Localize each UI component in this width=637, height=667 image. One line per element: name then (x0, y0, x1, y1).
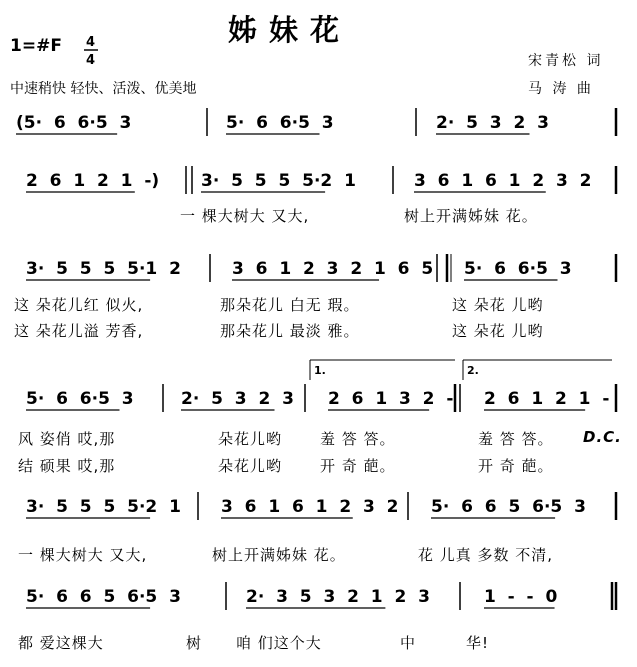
lyrics-row-6c: 咱 们这个大 (236, 634, 322, 652)
lyrics-row-6a: 都 爱这棵大 (18, 634, 104, 652)
tempo-marking: 中速稍快 轻快、活泼、优美地 (10, 81, 197, 97)
volta-1-label: 1. (314, 364, 326, 377)
composer: 马 涛 曲 (528, 81, 594, 97)
lyrics-row-4-v1b: 朵花儿哟 (218, 430, 283, 448)
lyrics-row-6b: 树 (186, 634, 203, 652)
lyrics-row-3-v2c: 这 朵花 儿哟 (452, 322, 544, 340)
lyrics-row-3-v1c: 这 朵花 儿哟 (452, 296, 544, 314)
measure-notes: 2 6 1 2 1 -) (26, 171, 160, 191)
dc-marking: D.C. (583, 428, 622, 446)
lyrics-row-5b: 树上开满姊妹 花。 (212, 546, 346, 564)
measure-notes: 3 6 1 6 1 2 3 2 (221, 497, 399, 517)
measure-notes: 5· 6 6·5 3 (26, 389, 134, 409)
measure-notes: 5· 6 6·5 3 (226, 113, 334, 133)
measure-notes: 3· 5 5 5 5·2 1 (26, 497, 181, 517)
lyrics-row-4-v1c: 羞 答 答。 (320, 430, 396, 448)
lyrics-row-4-v2c: 开 奇 葩。 (320, 457, 396, 475)
measure-notes: (5· 6 6·5 3 (16, 113, 132, 133)
measure-notes: 3· 5 5 5 5·1 2 (26, 259, 181, 279)
key-text: 1=#F (10, 36, 62, 56)
lyrics-row-4-v1d: 羞 答 答。 (478, 430, 554, 448)
lyrics-row-4-v1a: 风 姿俏 哎,那 (18, 430, 116, 448)
lyrics-row-4-v2b: 朵花儿哟 (218, 457, 283, 475)
lyrics-row-3-v1b: 那朵花儿 白无 瑕。 (220, 296, 360, 314)
song-title: 姊妹花 (228, 13, 352, 47)
lyrics-row-6d: 中 (400, 634, 417, 652)
measure-notes: 5· 6 6 5 6·5 3 (26, 587, 181, 607)
lyrics-row-3-v2b: 那朵花儿 最淡 雅。 (220, 322, 360, 340)
lyrics-row-3-v2a: 这 朵花儿溢 芳香, (14, 322, 144, 340)
measure-notes: 2· 5 3 2 3 (181, 389, 294, 409)
measure-notes: 5· 6 6 5 6·5 3 (431, 497, 586, 517)
lyrics-row-5c: 花 儿真 多数 不清, (418, 546, 554, 564)
measure-notes: 5· 6 6·5 3 (464, 259, 572, 279)
lyrics-row-2a: 一 棵大树大 又大, (180, 207, 310, 225)
measure-notes: 3· 5 5 5 5·2 1 (201, 171, 356, 191)
lyrics-row-3-v1a: 这 朵花儿红 似火, (14, 296, 144, 314)
volta-2-label: 2. (467, 364, 479, 377)
measure-notes: 3 6 1 2 3 2 1 6 5 (232, 259, 434, 279)
measure-notes: 2 6 1 3 2 - (328, 389, 454, 409)
svg-text:4: 4 (86, 53, 96, 68)
measure-notes: 3 6 1 6 1 2 3 2 (414, 171, 592, 191)
lyrics-row-4-v2d: 开 奇 葩。 (478, 457, 554, 475)
lyrics-row-4-v2a: 结 硕果 哎,那 (18, 457, 116, 475)
measure-notes: 2· 5 3 2 3 (436, 113, 549, 133)
svg-text:4: 4 (86, 35, 96, 50)
measure-notes: 1 - - 0 (484, 587, 558, 607)
lyricist: 宋青松 词 (528, 53, 604, 69)
lyrics-row-5a: 一 棵大树大 又大, (18, 546, 148, 564)
measure-notes: 2· 3 5 3 2 1 2 3 (246, 587, 430, 607)
lyrics-row-6e: 华! (466, 634, 490, 652)
measure-notes: 2 6 1 2 1 - (484, 389, 610, 409)
lyrics-row-2b: 树上开满姊妹 花。 (404, 207, 538, 225)
